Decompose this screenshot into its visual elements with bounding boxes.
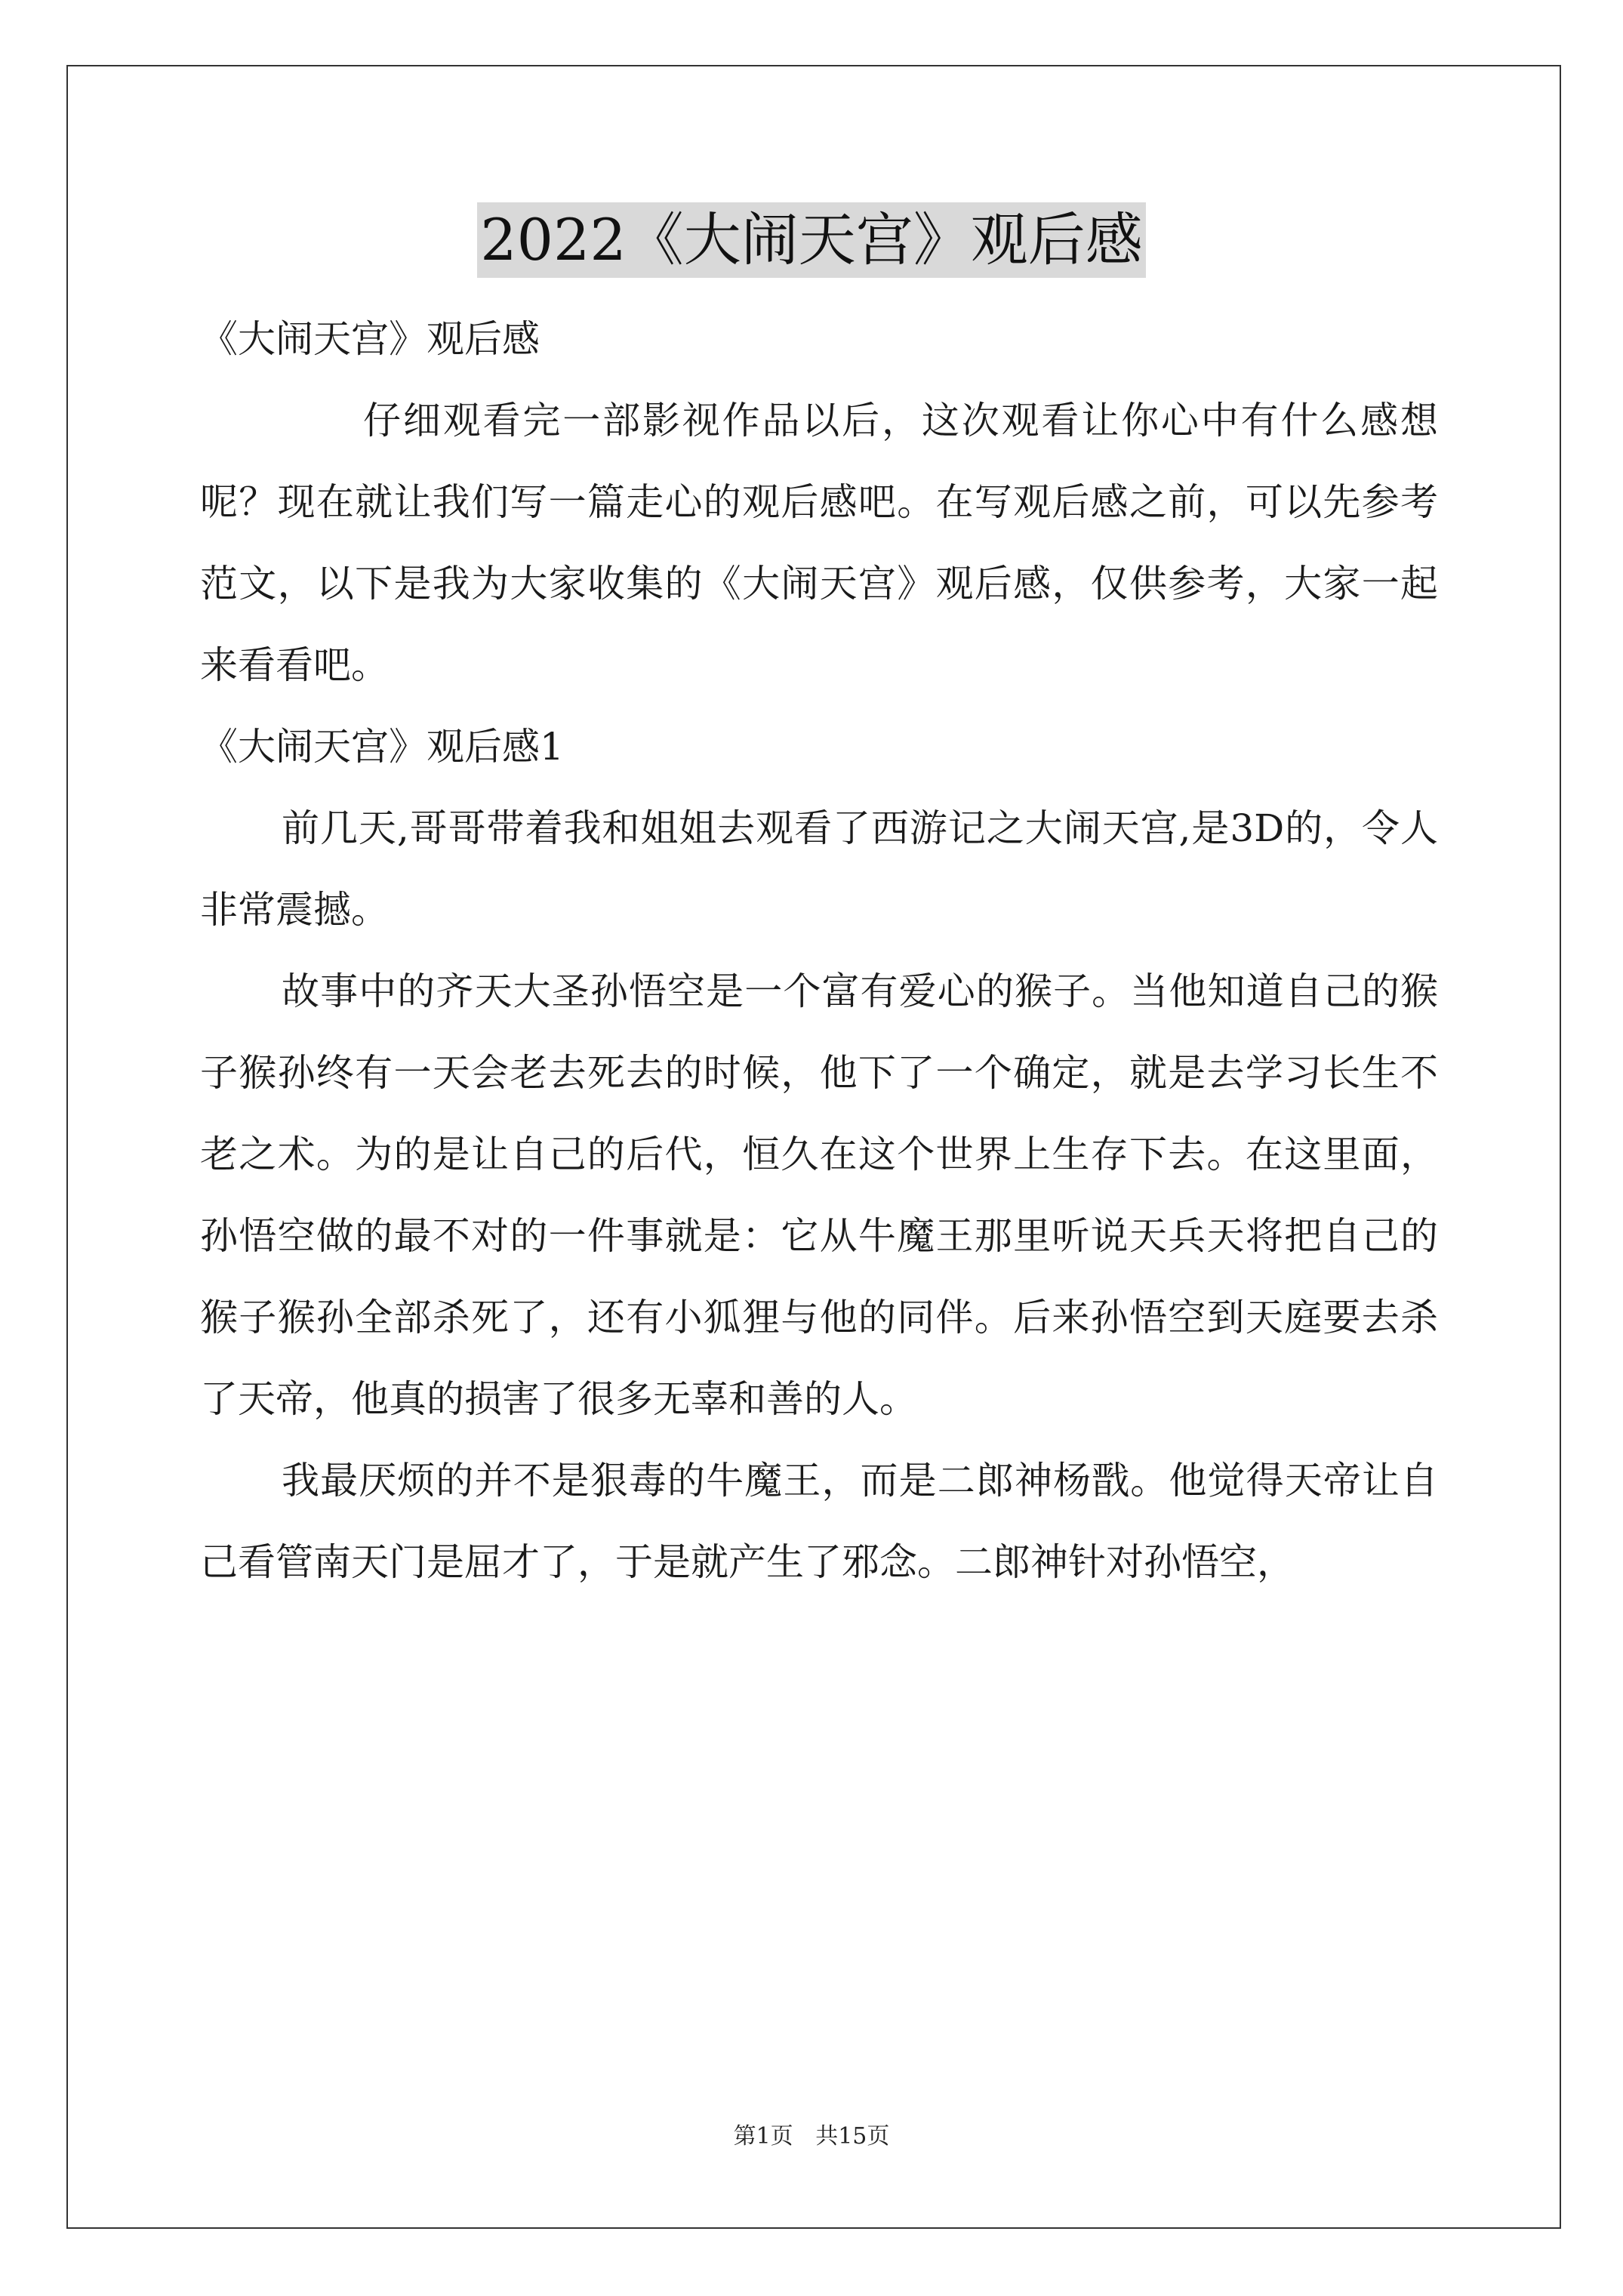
page-number: 第1页 (733, 2123, 793, 2150)
body-paragraph: 我最厌烦的并不是狠毒的牛魔王，而是二郎神杨戬。他觉得天帝让自己看管南天门是屈才了，于是就产生了邪念。二郎神针对孙悟空， (200, 1459, 1438, 1584)
document-body (200, 298, 1438, 1603)
title-container (0, 202, 1623, 278)
page-footer (0, 2122, 1623, 2152)
section-heading: 《大闹天宫》观后感1 (200, 725, 564, 769)
document-title: 2022《大闹天宫》观后感 (477, 202, 1145, 278)
subtitle-heading: 《大闹天宫》观后感 (200, 317, 540, 361)
intro-paragraph: 仔细观看完一部影视作品以后，这次观看让你心中有什么感想呢？现在就让我们写一篇走心的观后感吧。在写观后感之前，可以先参考范文，以下是我为大家收集的《大闹天宫》观后感，仅供参考，大家一起来看看吧。 (200, 399, 1438, 687)
body-paragraph: 前几天,哥哥带着我和姐姐去观看了西游记之大闹天宫,是3D的，令人非常震撼。 (200, 806, 1438, 932)
total-pages: 共15页 (815, 2123, 890, 2150)
body-paragraph: 故事中的齐天大圣孙悟空是一个富有爱心的猴子。当他知道自己的猴子猴孙终有一天会老去死去的时候，他下了一个确定，就是去学习长生不老之术。为的是让自己的后代，恒久在这个世界上生存下去。在这里面，孙悟空做的最不对的一件事就是：它从牛魔王那里听说天兵天将把自己的猴子猴孙全部杀死了，还有小狐狸与他的同伴。后来孙悟空到天庭要去杀了天帝，他真的损害了很多无辜和善的人。 (200, 969, 1438, 1421)
